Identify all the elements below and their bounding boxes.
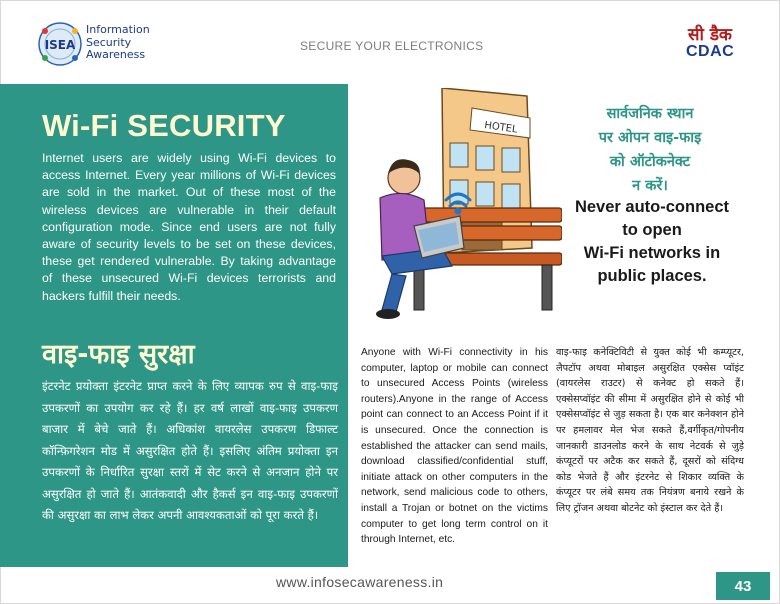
slogan-hindi-line: को ऑटोकनेक्ट: [609, 154, 691, 170]
footer-website-link[interactable]: www.infosecawareness.in: [276, 574, 444, 590]
slogan-hindi-line: सार्वजनिक स्थान: [606, 106, 694, 122]
isea-logo-mark: ISEA: [44, 38, 76, 52]
hindi-title: वाइ-फाइ सुरक्षा: [42, 339, 195, 370]
english-intro: Internet users are widely using Wi-Fi devices to access Internet. Every year millions of Wi-Fi devices are sold in the market. Out of these most of the wireless devices are vulnerable in their default configuration mode. Since end users are not fully aware of security levels to be set on these devices, these get rendered vulnerable. By taking advantage of these unsecured Wi-Fi devices terrorists and hackers fulfill their needs.: [42, 151, 336, 303]
slogan-hindi-line: न करें।: [632, 178, 668, 194]
isea-logo: [36, 20, 84, 68]
header-tagline: SECURE YOUR ELECTRONICS: [300, 39, 484, 53]
cdac-logo-english: CDAC: [686, 43, 735, 60]
slogan-hindi: [560, 102, 740, 198]
slogan-english: [552, 196, 752, 288]
cdac-logo-hindi: सी डैक: [688, 25, 732, 45]
org-name-line: Information: [86, 23, 150, 36]
page-number: 43: [734, 578, 752, 595]
man-on-bench-illustration: [352, 88, 562, 328]
hindi-intro: इंटरनेट प्रयोक्ता इंटरनेट प्राप्त करने के लिए व्यापक रुप से वाइ-फाइ उपकरणों का उपयोग कर रहे हैं। हर वर्ष लाखों वाइ-फाइ उपकरण बाजार में बेचे जाते हैं। अधिकांश वायरलेस उपकरण डिफाल्ट कॉन्फ़िगरेशन मोड में असुरक्षित होते हैं। इसलिए अंतिम प्रयोक्ता इन उपकरणों के निर्धारित सुरक्षा स्तरों में सेट करने से अनजान होने पर असुरक्षित हो जाते हैं। आतंकवादी और हैकर्स इन वाइ-फाइ उपकरणों की असुरक्षा का लाभ लेकर अपनी आवश्यकताओं को पूरा करते हैं।: [42, 379, 338, 522]
english-details-column: Anyone with Wi-Fi connectivity in his computer, laptop or mobile can connect to unsecured Access Points (wireless routers).Anyone in the range of Access point can connect to an Access Point if it is unsecured. Once the connection is established the attacker can send mails, download classified/confidential stuff, initiate attack on other computers in the network, send malicious code to others, install a Trojan or botnet on the victims computer to get long term control on it through Internet, etc.: [361, 347, 548, 546]
english-title: Wi-Fi SECURITY: [42, 108, 286, 143]
slogan-english-line: Wi-Fi networks in: [583, 244, 721, 262]
slogan-hindi-line: पर ओपन वाइ-फाइ: [598, 130, 702, 146]
org-name-line: Awareness: [86, 48, 146, 61]
slogan-english-line: Never auto-connect: [574, 198, 730, 216]
slogan-english-line: public places.: [597, 267, 707, 285]
hindi-details-column: वाइ-फाइ कनेक्टिविटी से युक्त कोई भी कम्प्यूटर, लैपटॉप अथवा मोबाइल असुरक्षित एक्सेस प्वॉइंट (वायरलेस राउटर) से कनेक्ट हो सकते हैं। एक्सेसप्वॉइंट की सीमा में असुरक्षित होने से कोई भी एक्सेसप्वॉइंट से जुड़ सकता है। एक बार कनेक्शन होने पर हमलावर मेल भेज सकते हैं,वर्गीकृत/गोपनीय जानकारी डाउनलोड करने के साथ नेटवर्क से जुड़े कंप्यूटरों पर अटैक कर सकते हैं, दूसरों को संदिग्ध कोड भेजते हैं और इंटरनेट से शिकार व्यक्ति के कंप्यूटर पर लंबे समय तक नियंत्रण बनाये रखने के लिए ट्रॉजन अथवा बोटनेट को इंस्टाल कर देते हैं।: [556, 347, 744, 514]
slogan-english-line: to open: [622, 221, 682, 239]
org-name-line: Security: [86, 35, 132, 49]
hotel-sign: HOTEL: [483, 120, 519, 136]
org-name: [86, 24, 150, 62]
